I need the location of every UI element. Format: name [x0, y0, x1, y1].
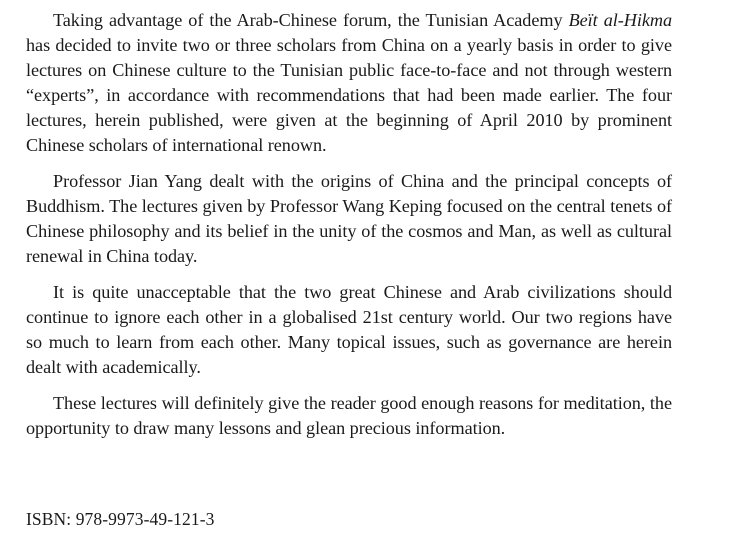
isbn-number: ISBN: 978-9973-49-121-3 — [26, 509, 215, 529]
paragraph-1 — [26, 8, 672, 158]
academy-name-italic: Beït al-Hikma — [568, 10, 672, 30]
paragraph-1-text-end: has decided to invite two or three scholars from China on a yearly basis in order to give lectures on Chinese culture to the Tunisian public face-to-face and not through western “experts”, in accordance with recommendations that had been made earlier. The four lectures, herein published, were given at the beginning of April 2010 by prominent Chinese scholars of international renown. — [26, 35, 672, 155]
back-cover-text — [26, 8, 672, 452]
paragraph-1-text-start: Taking advantage of the Arab-Chinese forum, the Tunisian Academy — [53, 10, 569, 30]
paragraph-2: Professor Jian Yang dealt with the origins of China and the principal concepts of Buddhism. The lectures given by Professor Wang Keping focused on the central tenets of Chinese philosophy and its belief in the unity of the cosmos and Man, as well as cultural renewal in China today. — [26, 171, 672, 266]
paragraph-3: It is quite unacceptable that the two great Chinese and Arab civilizations should continue to ignore each other in a globalised 21st century world. Our two regions have so much to learn from each other. Many topical issues, such as governance are herein dealt with academically. — [26, 282, 672, 377]
paragraph-4: These lectures will definitely give the reader good enough reasons for meditation, the opportunity to draw many lessons and glean precious information. — [26, 393, 672, 438]
